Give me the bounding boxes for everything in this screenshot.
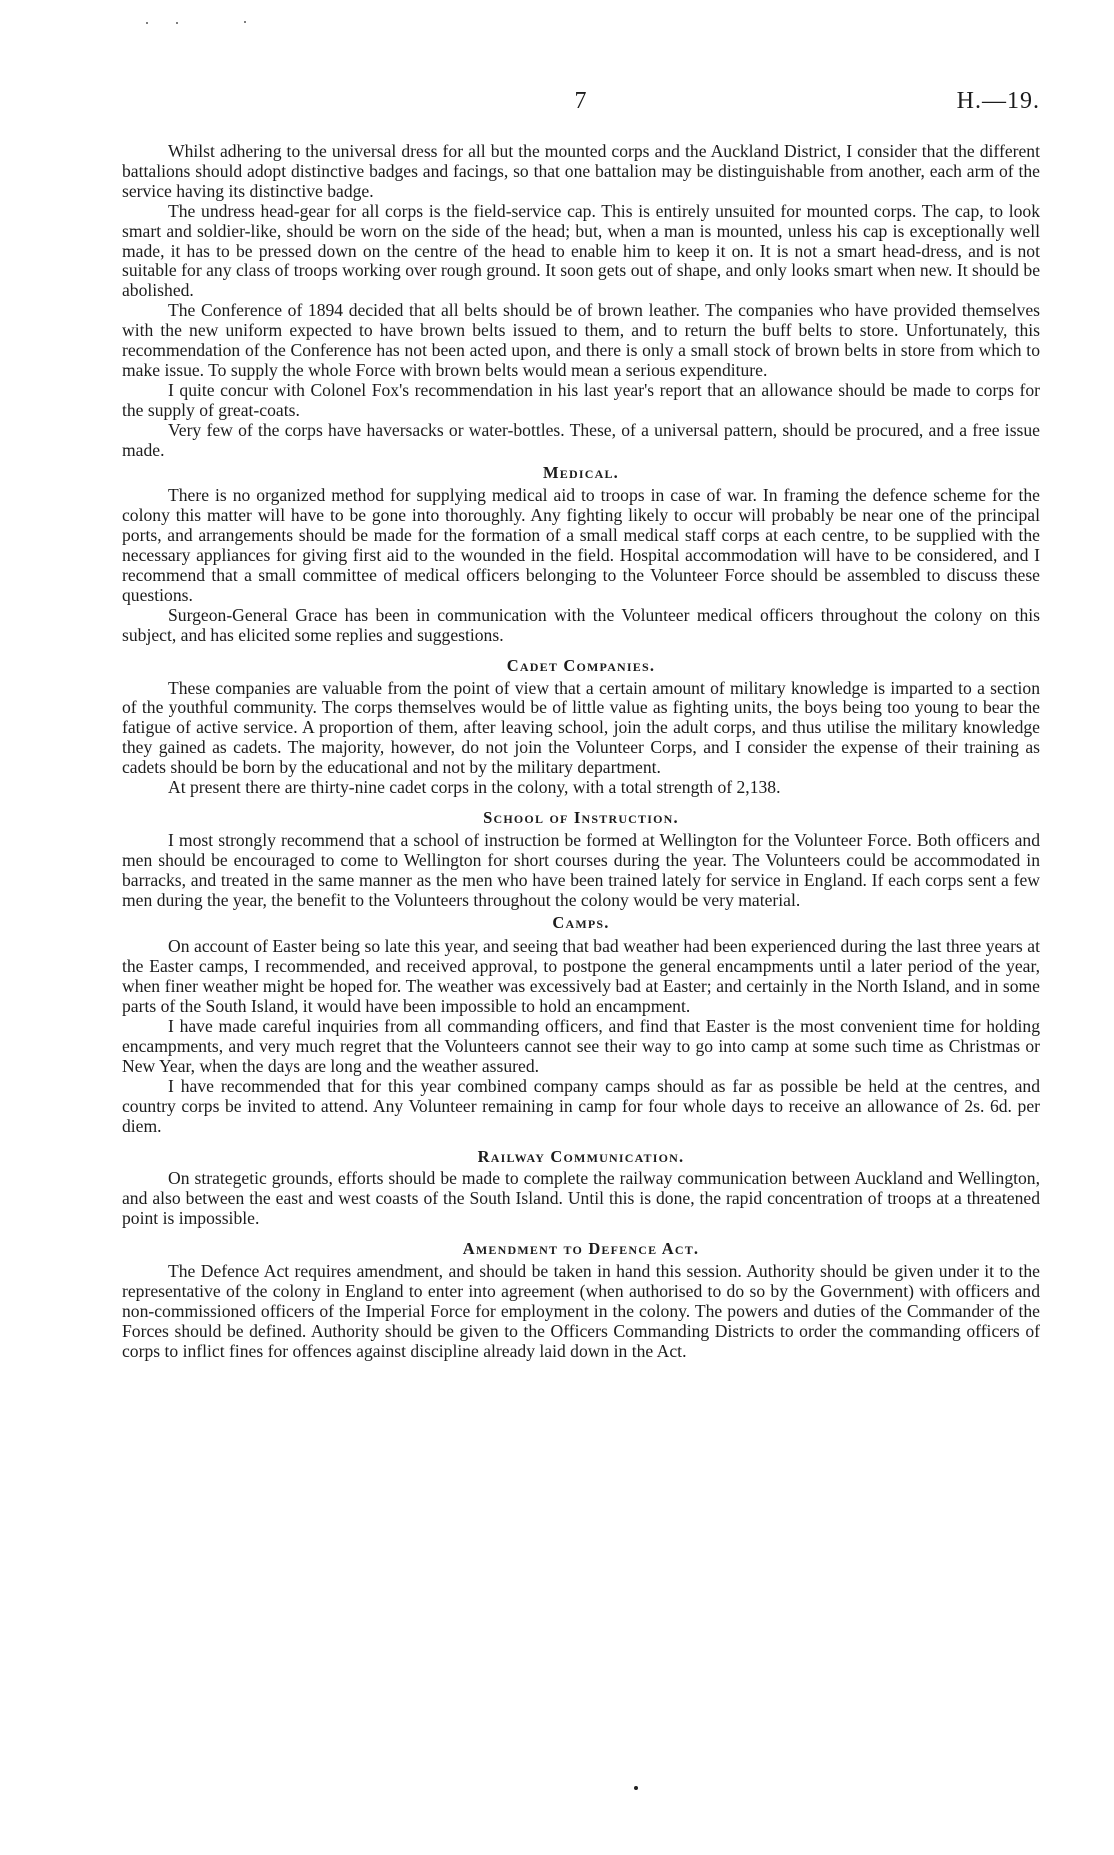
paragraph-cadet-strength: At present there are thirty-nine cadet corps in the colony, with a total strength of 2,138. — [168, 777, 781, 798]
paragraph-belts: The Conference of 1894 decided that all belts should be of brown leather. The companies who have provided themselves with the new uniform expected to have brown belts issued to them, and to return the buff belts to store. Unfortunately, this recommendation of the Conference has not been acted upon, and there is only a small stock of brown belts in store from which to make issue. To supply the whole Force with brown belts would mean a serious expenditure. — [122, 300, 1040, 380]
paragraph-great-coats: I quite concur with Colonel Fox's recommendation in his last year's report that an allowance should be made to corps for the supply of great-coats. — [122, 379, 1040, 420]
scan-speck — [146, 22, 148, 24]
paragraph-company-camps: I have recommended that for this year combined company camps should as far as possible be held at the centres, and country corps be invited to attend. Any Volunteer remaining in camp for four whole days to receive an allowance of 2s. 6d. per diem. — [122, 1075, 1040, 1136]
heading-railway-communication: Railway Communication. — [477, 1146, 685, 1166]
heading-camps: Camps. — [552, 912, 610, 932]
paragraph-surgeon-general: Surgeon-General Grace has been in communication with the Volunteer medical officers throughout the colony on this subject, and has elicited some replies and suggestions. — [122, 604, 1040, 645]
document-reference: H.—19. — [956, 88, 1040, 114]
paragraph-cadet-value: These companies are valuable from the point of view that a certain amount of military knowledge is imparted to a section of the youthful community. The corps themselves would be of little value as fighting units, the boys being too young to bear the fatigue of active service. A proportion of them, after leaving school, join the adult corps, and thus utilise the military knowledge they gained as cadets. The majority, however, do not join the Volunteer Corps, and I consider the expense of their training as cadets should be born by the educational and not by the military department. — [122, 677, 1040, 778]
heading-medical: Medical. — [543, 462, 619, 482]
paragraph-easter-camps: On account of Easter being so late this year, and seeing that bad weather had been experienced during the last three years at the Easter camps, I recommended, and received approval, to postpone the general encampments until a later period of the year, when finer weather might be hoped for. The weather was excessively bad at Easter; and certainly in the North Island, and in some parts of the South Island, it would have been impossible to hold an encampment. — [122, 936, 1040, 1017]
scan-speck — [176, 22, 178, 24]
paragraph-medical-aid: There is no organized method for supplying medical aid to troops in case of war. In framing the defence scheme for the colony this matter will have to be gone into thoroughly. Any fighting likely to occur will probably be near one of the principal ports, and arrangements should be made for the formation of a small medical staff corps at each centre, to be supplied with the necessary appliances for giving first aid to the wounded in the field. Hospital accommodation will have to be considered, and I recommend that a small committee of medical officers belonging to the Volunteer Force should be assembled to discuss these questions. — [122, 485, 1040, 605]
heading-cadet-companies: Cadet Companies. — [506, 655, 656, 675]
paragraph-school: I most strongly recommend that a school of instruction be formed at Wellington for the Volunteer Force. Both officers and men should be encouraged to come to Wellington for short courses during the year. The Volunteers could be accommodated in barracks, and treated in the same manner as the men who have been trained lately for service in England. If each corps sent a few men during the year, the benefit to the Volunteers throughout the colony would be very material. — [122, 829, 1040, 910]
scan-speck — [634, 1786, 638, 1790]
scan-speck — [244, 21, 246, 23]
page-header — [122, 88, 1040, 122]
paragraph-head-gear: The undress head-gear for all corps is the field-service cap. This is entirely unsuited for mounted corps. The cap, to look smart and soldier-like, should be worn on the side of the head; but, when a man is mounted, unless his cap is exceptionally well made, it has to be pressed down on the centre of the head to enable him to keep it on. It is not a smart head-dress, and is not suitable for any class of troops working over rough ground. It soon gets out of shape, and only looks smart when new. It should be abolished. — [122, 200, 1040, 301]
paragraph-badges: Whilst adhering to the universal dress for all but the mounted corps and the Auckland District, I consider that the different battalions should adopt distinctive badges and facings, so that one battalion may be distinguishable from another, each arm of the service having its distinctive badge. — [122, 141, 1040, 201]
paragraph-railway: On strategetic grounds, efforts should be made to complete the railway communication between Auckland and Wellington, and also between the east and west coasts of the South Island. Until this is done, the rapid concentration of troops at a threatened point is impossible. — [122, 1168, 1040, 1229]
heading-school-of-instruction: School of Instruction. — [483, 808, 679, 827]
paragraph-defence-act: The Defence Act requires amendment, and should be taken in hand this session. Authority should be given under it to the representative of the colony in England to enter into agreement (when authorised to do so by the Government) with officers and non-commissioned officers of the Imperial Force for employment in the colony. The powers and duties of the Commander of the Forces should be defined. Authority should be given to the Officers Commanding Districts to order the commanding officers of corps to inflict fines for offences against discipline already laid down in the Act. — [122, 1261, 1040, 1361]
paragraph-inquiries: I have made careful inquiries from all commanding officers, and find that Easter is the most convenient time for holding encampments, and very much regret that the Volunteers cannot see their way to go into camp at some such time as Christmas or New Year, when the days are long and the weather assured. — [122, 1016, 1040, 1076]
heading-amendment-defence-act: Amendment to Defence Act. — [462, 1239, 700, 1259]
paragraph-haversacks: Very few of the corps have haversacks or water-bottles. These, of a universal pattern, should be procured, and a free issue made. — [122, 419, 1040, 460]
report-body — [122, 142, 1040, 1362]
page-number: 7 — [574, 88, 588, 114]
